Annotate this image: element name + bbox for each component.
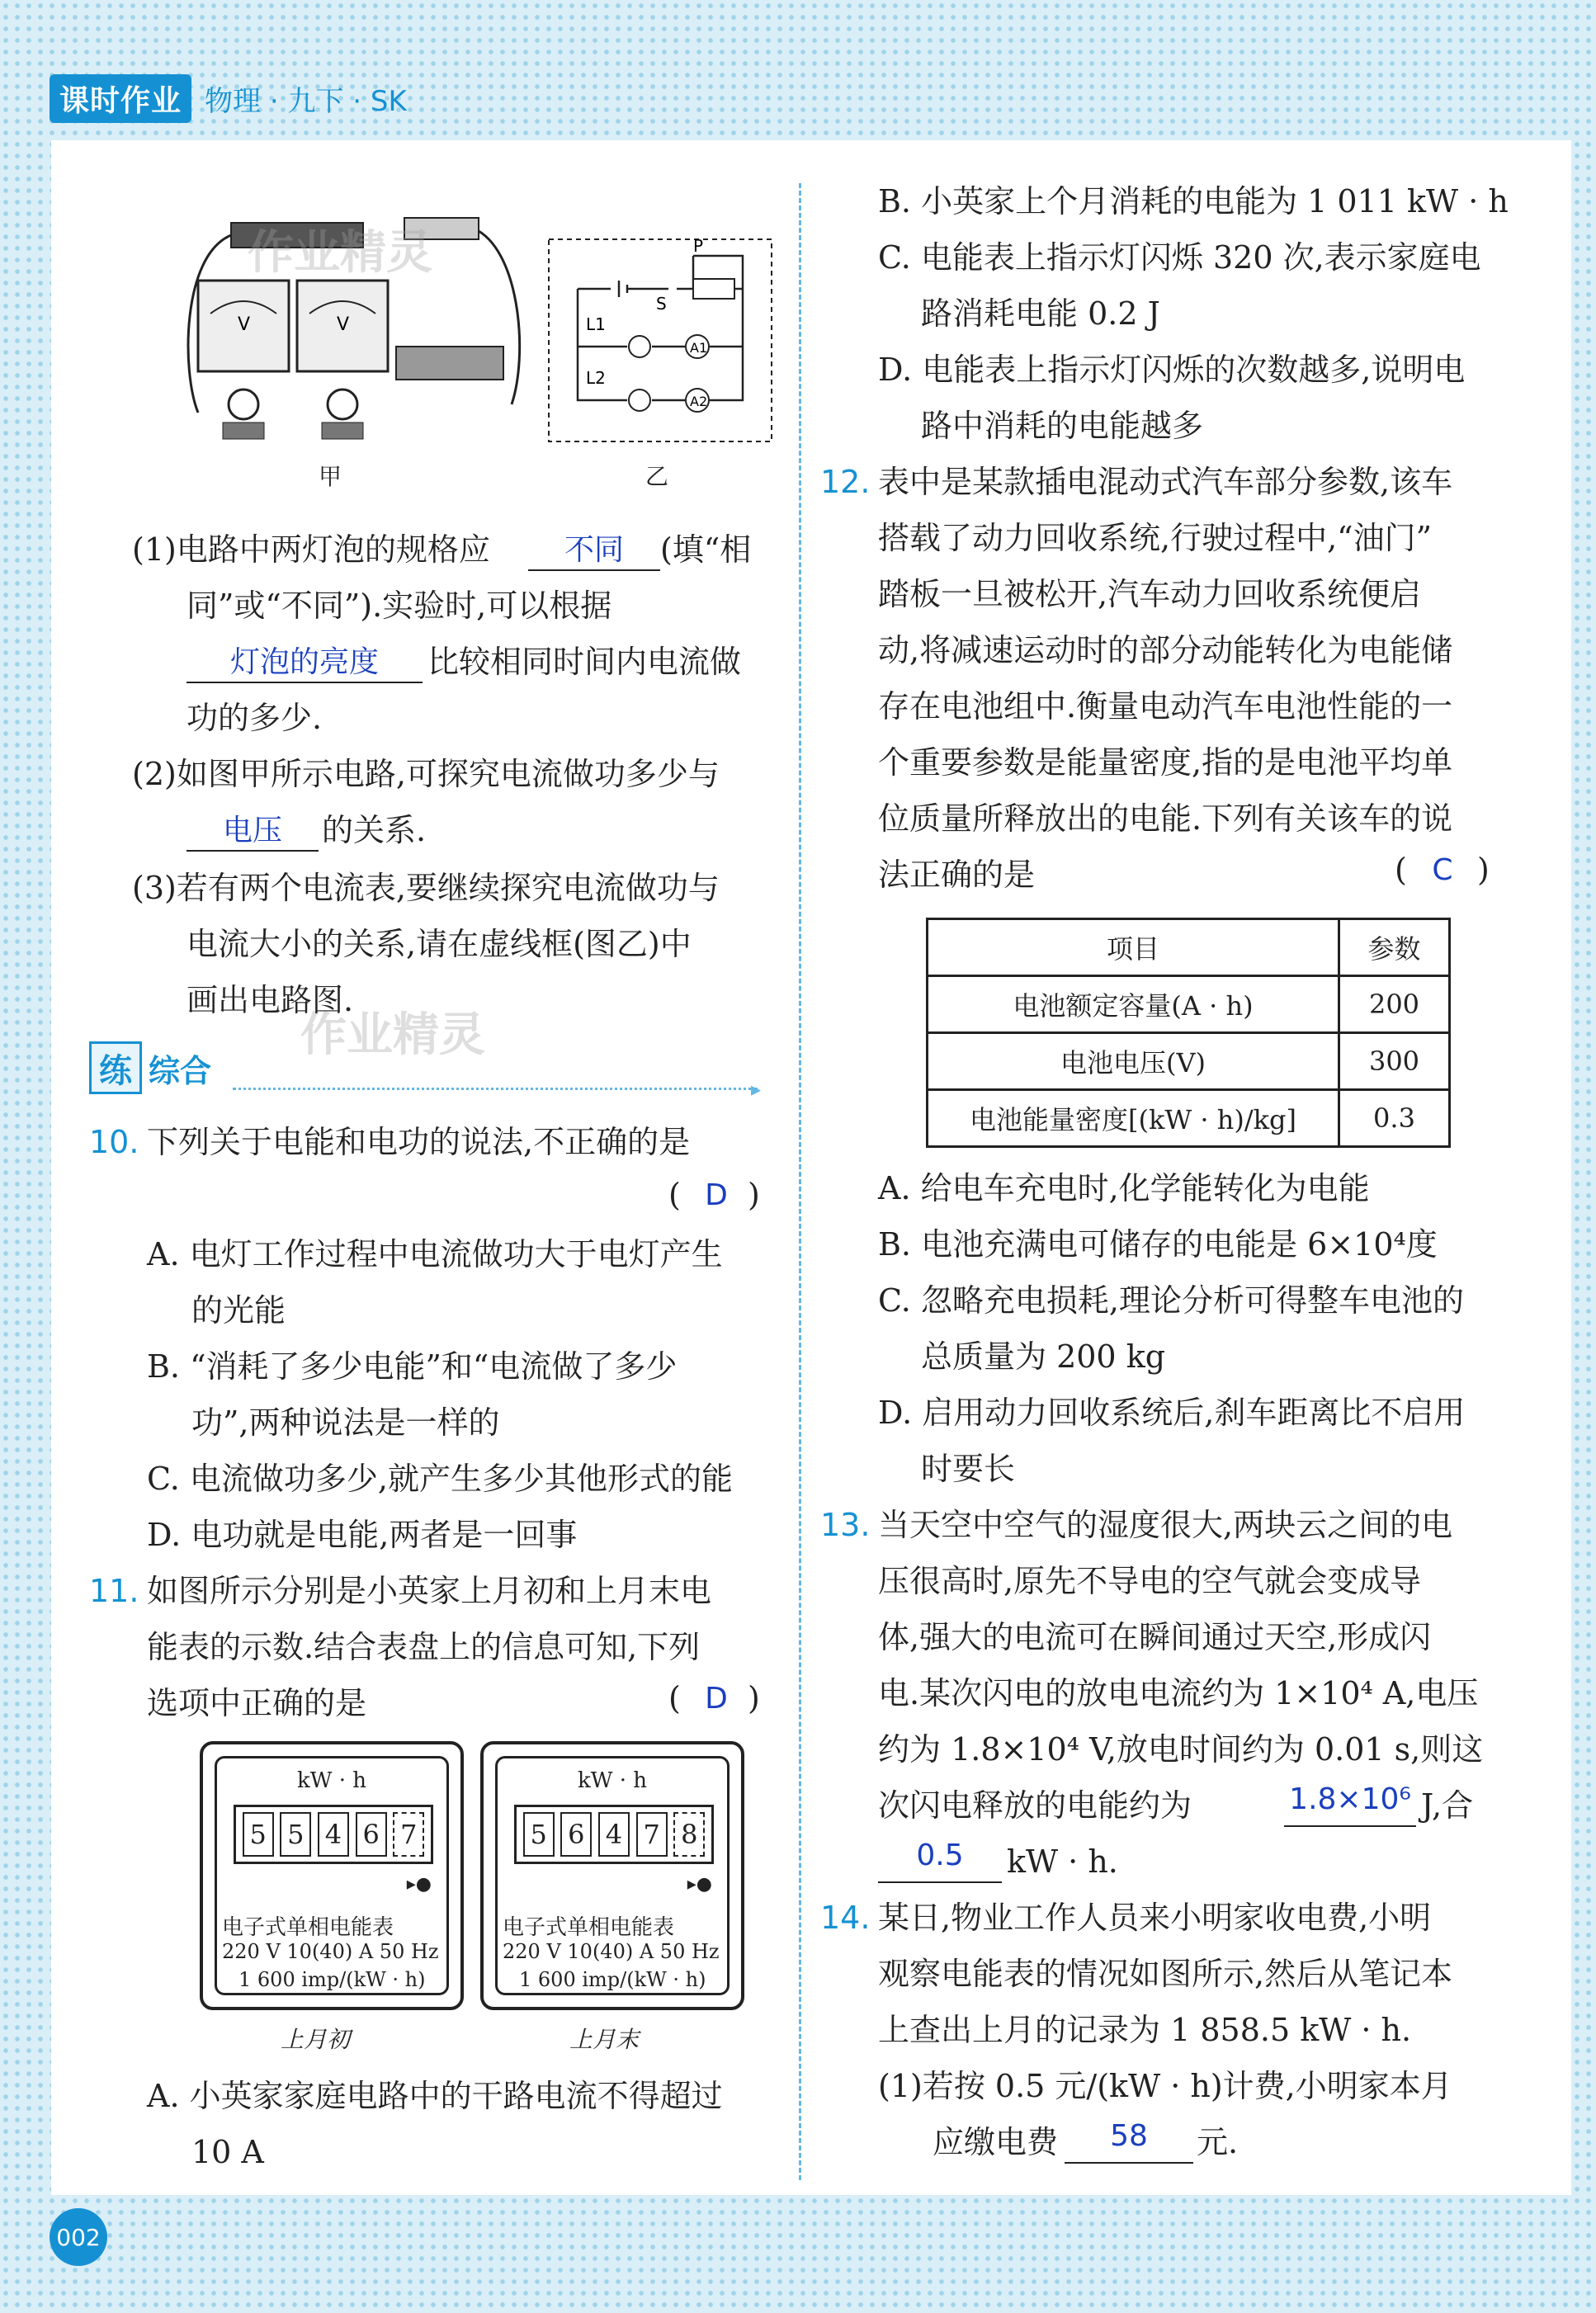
meter-digit-decimal: 7 — [393, 1812, 424, 1857]
answer-bracket: ( — [668, 1177, 681, 1213]
table-row — [928, 976, 1450, 1033]
q10-stem: 下列关于电能和电功的说法,不正确的是 — [147, 1124, 691, 1160]
q13-stem: 体,强大的电流可在瞬间通过天空,形成闪 — [878, 1619, 1432, 1655]
answer-blank — [878, 1881, 1002, 1883]
table-row — [928, 1090, 1450, 1147]
meter-panel — [495, 1756, 730, 1995]
answer-choice: D — [705, 1178, 728, 1212]
meter-digit: 6 — [560, 1812, 592, 1857]
meter-digit: 4 — [318, 1812, 349, 1857]
q14-stem: 观察电能表的情况如图所示,然后从笔记本 — [878, 1956, 1453, 1992]
v-label-2: V — [337, 314, 350, 335]
q11-option: D. 电能表上指示灯闪烁的次数越多,说明电 — [878, 352, 1466, 388]
question-number: 10. — [89, 1124, 139, 1160]
q11-stem: 如图所示分别是小英家上月初和上月末电 — [147, 1573, 712, 1609]
page-number: 002 — [50, 2208, 107, 2266]
q-sub3-line1: (3)若有两个电流表,要继续探究电流做功与 — [132, 870, 720, 906]
indicator-led-icon: ▸● — [687, 1874, 712, 1895]
answer-bracket: ( — [668, 1680, 681, 1716]
answer-blank — [1284, 1825, 1416, 1827]
meter-spec: 1 600 imp/(kW · h) — [519, 1968, 706, 1991]
label-s: S — [656, 294, 667, 314]
q14-sub1: (1)若按 0.5 元/(kW · h)计费,小明家本月 — [878, 2068, 1452, 2104]
parameter-table — [926, 918, 1451, 1148]
meter-spec: 1 600 imp/(kW · h) — [238, 1968, 426, 1991]
question-number: 13. — [820, 1507, 871, 1543]
q10-option: B. “消耗了多少电能”和“电流做了多少 — [147, 1348, 678, 1385]
q12-stem: 法正确的是 — [878, 857, 1036, 893]
q14-sub1: 元. — [1197, 2124, 1239, 2160]
q12-option: B. 电池充满电可储存的电能是 6×10⁴度 — [878, 1226, 1438, 1263]
table-cell: 200 — [1339, 976, 1450, 1033]
question-number: 11. — [89, 1573, 139, 1609]
figure-label-jia: 甲 — [319, 463, 342, 490]
answer-bracket: ) — [748, 1680, 760, 1716]
question-number: 14. — [820, 1900, 871, 1936]
table-cell: 电池电压(V) — [928, 1033, 1339, 1090]
q13-stem: J,合 — [1421, 1787, 1474, 1824]
meter-unit: kW · h — [296, 1768, 367, 1793]
q12-option: 总质量为 200 kg — [921, 1338, 1166, 1375]
q12-stem: 表中是某款插电混动式汽车部分参数,该车 — [878, 464, 1453, 500]
meter-digit: 5 — [523, 1812, 555, 1857]
meter-caption: 上月末 — [569, 2026, 640, 2053]
energy-meter-start — [200, 1741, 464, 2010]
meter-digit: 6 — [356, 1812, 387, 1857]
q12-stem: 个重要参数是能量密度,指的是电池平均单 — [878, 744, 1453, 781]
q11-option: 路中消耗的电能越多 — [921, 408, 1204, 444]
table-cell: 300 — [1339, 1033, 1450, 1090]
answer-blank — [528, 569, 660, 571]
meter-name: 电子式单相电能表 — [222, 1915, 394, 1940]
arrow-icon: ▸ — [751, 1078, 762, 1101]
q11-stem: 能表的示数.结合表盘上的信息可知,下列 — [147, 1629, 701, 1665]
q13-stem: kW · h. — [1007, 1843, 1118, 1880]
q-sub1-line4: 功的多少. — [187, 700, 323, 736]
q10-option: A. 电灯工作过程中电流做功大于电灯产生 — [147, 1236, 723, 1272]
meter-display — [514, 1805, 714, 1864]
header — [50, 71, 437, 125]
q11-option: B. 小英家上个月消耗的电能为 1 011 kW · h — [878, 183, 1509, 219]
answer-choice: D — [705, 1682, 728, 1716]
q12-option: C. 忽略充电损耗,理论分析可得整车电池的 — [878, 1282, 1464, 1319]
figure-label-yi: 乙 — [645, 463, 669, 490]
meter-digit: 5 — [243, 1812, 274, 1857]
answer-bracket: ) — [1477, 852, 1490, 888]
q11-option-a: A. 小英家家庭电路中的干路电流不得超过 — [147, 2078, 723, 2114]
watermark: 作业精灵 — [300, 1008, 485, 1062]
q13-stem: 约为 1.8×10⁴ V,放电时间约为 0.01 s,则这 — [878, 1731, 1484, 1768]
answer-text: 灯泡的亮度 — [229, 645, 379, 679]
table-header: 参数 — [1339, 919, 1450, 976]
section-heading — [89, 1041, 211, 1094]
q-sub1-line1b: (填“相 — [660, 531, 752, 568]
table-cell: 电池额定容量(A · h) — [928, 976, 1339, 1033]
q14-stem: 上查出上月的记录为 1 858.5 kW · h. — [878, 2012, 1412, 2048]
q11-option-a: 10 A — [191, 2134, 264, 2170]
brand-logo: 课时作业 — [50, 74, 191, 123]
q12-option: A. 给电车充电时,化学能转化为电能 — [878, 1170, 1370, 1206]
q12-stem: 存在电池组中.衡量电动汽车电池性能的一 — [878, 688, 1453, 725]
answer-text: 0.5 — [916, 1839, 964, 1872]
meter-spec: 220 V 10(40) A 50 Hz — [222, 1940, 439, 1963]
q12-option: D. 启用动力回收系统后,刹车距离比不启用 — [878, 1395, 1466, 1431]
meter-digit: 4 — [598, 1812, 630, 1857]
meter-panel — [215, 1756, 449, 1995]
figure-jia-bulb-2 — [328, 389, 357, 419]
answer-text: 58 — [1110, 2119, 1148, 2153]
q13-stem: 压很高时,原先不导电的空气就会变成导 — [878, 1563, 1422, 1599]
table-row — [928, 1033, 1450, 1090]
answer-bracket: ( — [1395, 852, 1407, 888]
q11-option: 路消耗电能 0.2 J — [921, 295, 1160, 332]
label-l2: L2 — [586, 368, 606, 388]
q14-stem: 某日,物业工作人员来小明家收电费,小明 — [878, 1900, 1432, 1936]
q12-stem: 搭载了动力回收系统,行驶过程中,“油门” — [878, 520, 1433, 556]
answer-text: 不同 — [564, 533, 624, 567]
q10-option: 的光能 — [191, 1292, 286, 1329]
q-sub2-line2b: 的关系. — [322, 812, 427, 848]
meter-digit: 7 — [636, 1812, 668, 1857]
q10-option: D. 电功就是电能,两者是一回事 — [147, 1517, 578, 1553]
question-number: 12. — [820, 464, 871, 500]
answer-blank — [187, 850, 319, 852]
practice-icon: 练 — [89, 1041, 142, 1094]
answer-text: 电压 — [222, 814, 282, 847]
q11-option: C. 电能表上指示灯闪烁 320 次,表示家庭电 — [878, 239, 1481, 276]
table-header: 项目 — [928, 919, 1339, 976]
indicator-led-icon: ▸● — [406, 1874, 432, 1895]
table-cell: 电池能量密度[(kW · h)/kg] — [928, 1090, 1339, 1147]
q13-stem: 次闪电释放的电能约为 — [878, 1787, 1192, 1824]
header-subject: 物理 · 九下 · SK — [205, 84, 407, 118]
meter-digit: 5 — [280, 1812, 311, 1857]
q12-stem: 位质量所释放出的电能.下列有关该车的说 — [878, 800, 1453, 837]
q14-sub1: 应缴电费 — [933, 2124, 1059, 2160]
meter-digit-decimal: 8 — [673, 1812, 705, 1857]
energy-meter-end — [480, 1741, 744, 2010]
q-sub1-line1a: (1)电路中两灯泡的规格应 — [132, 531, 490, 568]
meter-name: 电子式单相电能表 — [503, 1915, 675, 1940]
q12-option: 时要长 — [921, 1451, 1016, 1487]
v-label-1: V — [238, 314, 251, 335]
meter-display — [234, 1805, 433, 1864]
q-sub2-line1: (2)如图甲所示电路,可探究电流做功多少与 — [132, 756, 720, 792]
q10-option: 功”,两种说法是一样的 — [191, 1404, 500, 1441]
section-title: 综合 — [149, 1052, 212, 1089]
figure-yi-dashed-box — [549, 239, 772, 441]
answer-choice: C — [1432, 853, 1453, 887]
label-a1: A1 — [690, 340, 708, 356]
watermark: 作业精灵 — [248, 226, 432, 280]
q-sub3-line2: 电流大小的关系,请在虚线框(图乙)中 — [187, 926, 692, 962]
meter-unit: kW · h — [577, 1768, 648, 1793]
figure-jia-bulb-1 — [229, 389, 258, 419]
answer-bracket: ) — [748, 1177, 760, 1213]
q12-stem: 踏板一旦被松开,汽车动力回收系统便启 — [878, 576, 1422, 612]
table-cell: 0.3 — [1339, 1090, 1450, 1147]
answer-text: 1.8×10⁶ — [1289, 1782, 1411, 1816]
answer-blank — [1065, 2162, 1193, 2164]
section-divider — [233, 1088, 758, 1090]
q-sub1-line2: 同”或“不同”).实验时,可以根据 — [187, 588, 612, 624]
q13-stem: 电.某次闪电的放电电流约为 1×10⁴ A,电压 — [878, 1675, 1479, 1711]
q13-stem: 当天空中空气的湿度很大,两块云之间的电 — [878, 1507, 1453, 1543]
q10-option: C. 电流做功多少,就产生多少其他形式的能 — [147, 1461, 733, 1497]
q11-stem: 选项中正确的是 — [147, 1685, 367, 1721]
answer-blank — [187, 682, 423, 683]
label-a2: A2 — [690, 394, 708, 409]
q12-stem: 动,将减速运动时的部分动能转化为电能储 — [878, 632, 1453, 668]
label-p: P — [693, 236, 704, 256]
meter-caption: 上月初 — [281, 2026, 351, 2053]
figure-jia-rheostat — [396, 347, 503, 380]
q-sub1-line3b: 比较相同时间内电流做 — [427, 644, 742, 680]
meter-spec: 220 V 10(40) A 50 Hz — [503, 1940, 720, 1963]
column-divider — [799, 183, 801, 2180]
label-l1: L1 — [586, 314, 606, 334]
q-sub3-line3: 画出电路图. — [187, 982, 354, 1018]
table-header-row — [928, 919, 1450, 976]
